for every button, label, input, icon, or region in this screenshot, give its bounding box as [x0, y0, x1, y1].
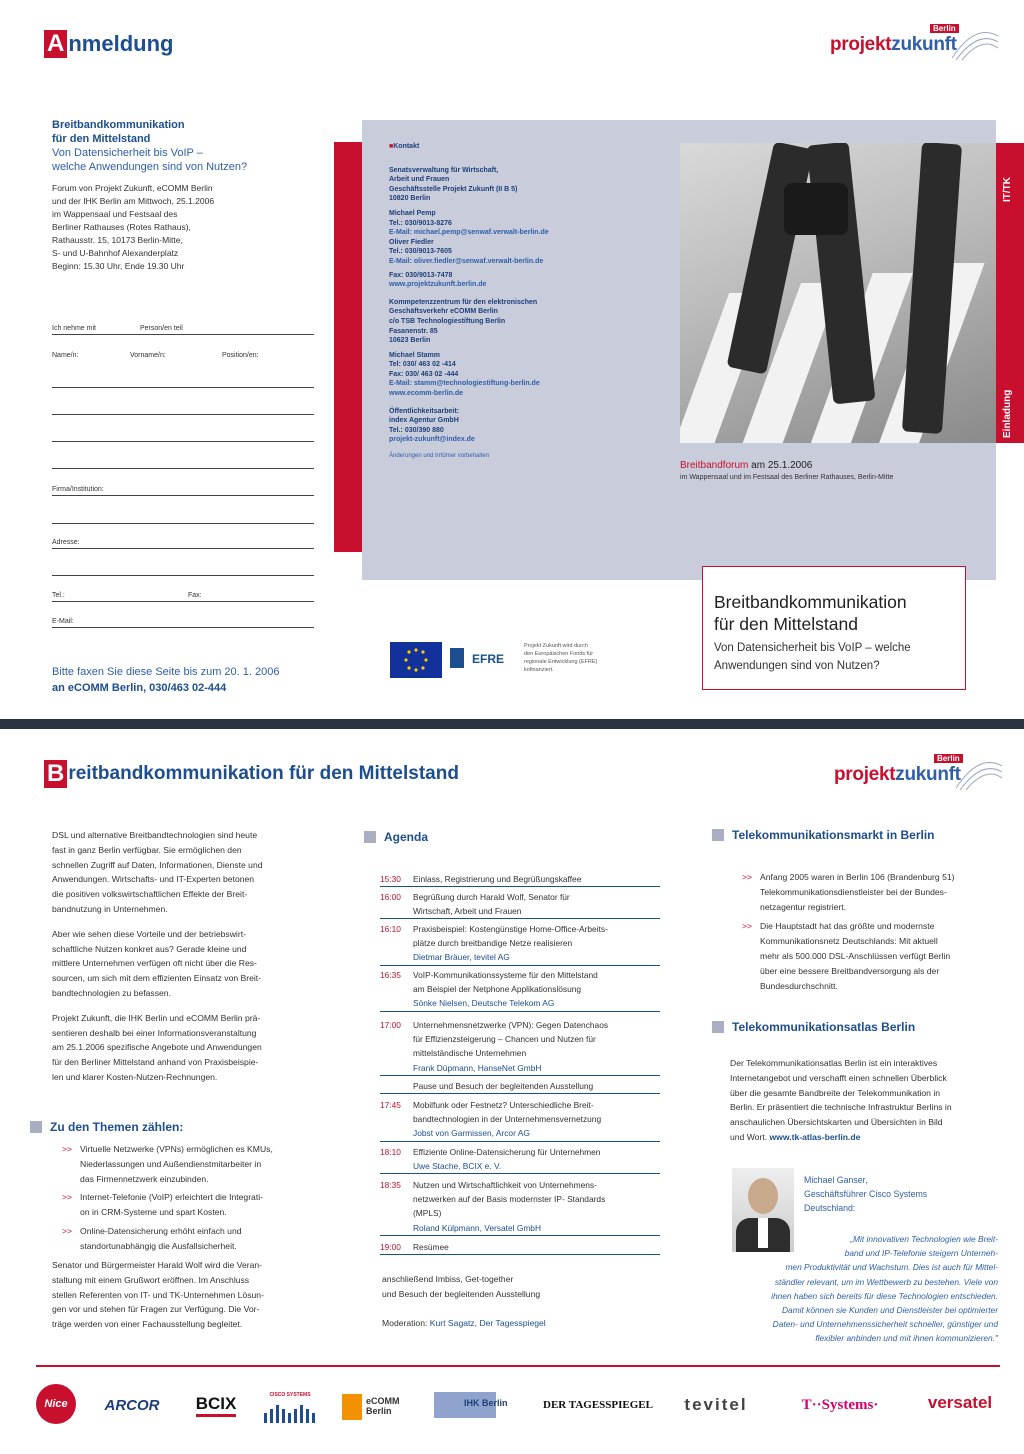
- contact-heading: Kontakt: [393, 143, 420, 150]
- efre-logo: EFRE: [450, 642, 514, 678]
- disclaimer: Änderungen und Irrtümer vorbehalten: [389, 453, 490, 460]
- agenda-row: 16:10 Praxisbeispiel: Kostengünstige Home-Office-Arbeits- plätze durch breitbandige Netze realisieren Dietmar Bräuer, tevitel AG: [380, 922, 660, 966]
- square-icon: [712, 1021, 724, 1033]
- event-title-line1: Breitbandkommunikation: [52, 119, 185, 131]
- sponsor-tagesspiegel: DER TAGESSPIEGEL: [543, 1399, 653, 1411]
- agenda-heading: Agenda: [364, 830, 428, 844]
- sponsor-ecomm: eCOMM Berlin: [342, 1392, 410, 1422]
- list-item: >> Online-Datensicherung erhöht einfach und standortunabhängig die Ausfallsicherheit.: [62, 1224, 322, 1254]
- email-link-stamm[interactable]: E-Mail: stamm@technologiestiftung-berlin.de: [389, 380, 540, 388]
- double-arrow-icon: >>: [742, 921, 753, 932]
- agenda-row: 19:00 Resümee: [380, 1240, 660, 1255]
- square-icon: [30, 1121, 42, 1133]
- themen-list: [62, 1142, 322, 1254]
- agenda-row: 18:10 Effiziente Online-Datensicherung für Unternehmen Uwe Stache, BCIX e. V.: [380, 1145, 660, 1174]
- page-divider: [0, 719, 1024, 729]
- double-arrow-icon: >>: [62, 1144, 73, 1154]
- contact-details: ■Kontakt Senatsverwaltung für Wirtschaft, Arbeit und Frauen Geschäftsstelle Projekt Zukunft (II B 5) 10820 Berlin Michael Pemp Tel.: 030/9013-8276 E-Mail: michael.pemp@senwaf.verwalt-berlin.de Oliver Fiedler Tel.: 030/9013-7605 E-Mail: oliver.fiedler@senwaf.verwalt-berlin.de Fax: 030/9013-7478 www.projektzukunft.berlin.de Kommpetenzzentrum für den elektronischen Geschäftsverkehr eCOMM Berlin c/o TSB Technologiestiftung Berlin Fasanenstr. 85 10623 Berlin Michael Stamm Tel: 030/ 463 02 -414 Fax: 030/ 463 02 -444 E-Mail: stamm@technologiestiftung-berlin.de www.ecomm-berlin.de Öffentlichkeitsarbeit: index Agentur GmbH Tel.: 030/390 880 projekt-zukunft@index.de Änderungen und Irrtümer vorbehalten: [389, 142, 669, 462]
- email-link-fiedler[interactable]: E-Mail: oliver.fiedler@senwaf.verwalt-berlin.de: [389, 257, 544, 265]
- list-item: >> Internet-Telefonie (VoIP) erleichtert die Integrati- on in CRM-Systeme und spart Kosten.: [62, 1190, 322, 1220]
- list-item: >> Virtuelle Netzwerke (VPNs) ermöglichen es KMUs, Niederlassungen und Außendienstmitarbeiter in das Firmennetzwerk einzubinden.: [62, 1142, 322, 1186]
- event-summary: [52, 118, 322, 273]
- address-field[interactable]: Adresse:: [52, 537, 314, 549]
- sponsor-bcix: BCIX: [190, 1392, 242, 1418]
- projektzukunft-logo: Berlin projektzukunft: [830, 18, 1000, 64]
- event-subtitle-line2: welche Anwendungen sind von Nutzen?: [52, 161, 248, 173]
- address-line-2[interactable]: [52, 562, 314, 576]
- atlas-heading: Telekommunikationsatlas Berlin: [712, 1020, 915, 1034]
- name-headers: Name/n: Vorname/n: Position/en:: [52, 352, 259, 359]
- sponsor-versatel: versatel: [927, 1393, 993, 1412]
- company-field[interactable]: Firma/Institution:: [52, 484, 314, 496]
- markt-list: [742, 870, 1002, 993]
- agenda-row: 17:00 Unternehmensnetzwerke (VPN): Gegen Datenchaos für Effizienzsteigerung – Chancen und Nutzen für mittelständische Unternehmen Frank Düpmann, HanseNet GmbH: [380, 1018, 660, 1076]
- agenda-row: 15:30 Einlass, Registrierung und Begrüßungskaffee: [380, 872, 660, 887]
- closing-text: Senator und Bürgermeister Harald Wolf wird die Veran- staltung mit einem Grußwort eröffnen. Im Anschluss stellen Referenten von IT- und TK-Unternehmen Lösun- gen vor und stehen für Fragen zur Verfügung. Die Vor- träge werden von einer Fachausstellung begleitet.: [52, 1260, 264, 1330]
- agenda-row: 18:35 Nutzen und Wirtschaftlichkeit von Unternehmens- netzwerken auf der Basis modernster IP- Standards (MPLS) Roland Külpmann, Versatel GmbH: [380, 1178, 660, 1236]
- square-icon: [712, 829, 724, 841]
- page-title: A nmeldung: [44, 30, 173, 58]
- atlas-link[interactable]: www.tk-atlas-berlin.de: [769, 1131, 861, 1142]
- person-caption: Michael Ganser, Geschäftsführer Cisco Systems Deutschland:: [804, 1175, 928, 1213]
- sponsor-ihk: IHK Berlin: [434, 1392, 526, 1420]
- double-arrow-icon: >>: [62, 1225, 73, 1236]
- sponsor-cisco: CISCO SYSTEMS: [262, 1390, 318, 1422]
- berlin-tag: Berlin: [930, 18, 959, 36]
- invitation-page: [0, 0, 1024, 722]
- company-line-2[interactable]: [52, 510, 314, 524]
- info-page: [0, 730, 1024, 1454]
- agenda-row: 17:45 Mobilfunk oder Festnetz? Unterschiedliche Breit- bandtechnologien in der Unternehmensvernetzung Jobst von Garmissen, Arcor AG: [380, 1098, 660, 1142]
- phone-fax-field[interactable]: Tel.: Fax:: [52, 590, 314, 602]
- logo-swoosh-icon: [950, 28, 1000, 62]
- event-details: Forum von Projekt Zukunft, eCOMM Berlin und der IHK Berlin am Mittwoch, 25.1.2006 im Wappensaal und Festsaal des Berliner Rathauses (Rotes Rathaus), Rathausstr. 15, 10173 Berlin-Mitte, S- und U-Bahnhof Alexanderplatz Beginn: 15.30 Uhr, Ende 19.30 Uhr: [52, 183, 215, 271]
- name-line-3[interactable]: [52, 428, 314, 442]
- participants-field[interactable]: Ich nehme mit Person/en teil: [52, 323, 314, 335]
- briefcase-shape: [784, 183, 848, 235]
- side-label-ittk: IT/TK: [1002, 177, 1013, 202]
- quote: „Mit innovativen Technologien wie Breit- band und IP-Telefonie steigern Unterneh- men Produktivität und Wachstum. Dies ist auch für Mittel- ständler relevant, um im Wettbewerb zu bestehen. Viele von ihnen haben sich bereits für diese Technologien entschieden. Damit können sie Kunden und Dienstleister bei optimierter Daten- und Unternehmenssicherheit schneller, günstiger und flexibler anbinden und mit ihnen kommunizieren.": [771, 1234, 998, 1344]
- side-label-einladung: Einladung: [1002, 389, 1013, 438]
- agenda-row: 16:35 VoIP-Kommunikationssysteme für den Mittelstand am Beispiel der Netphone Applikationslösung Sönke Nielsen, Deutsche Telekom AG: [380, 968, 660, 1012]
- markt-heading: Telekommunikationsmarkt in Berlin: [712, 828, 935, 842]
- event-subtitle-line1: Von Datensicherheit bis VoIP –: [52, 147, 203, 159]
- sponsor-nice: Nice: [36, 1384, 76, 1424]
- index-email-link[interactable]: projekt-zukunft@index.de: [389, 436, 475, 444]
- cisco-bridge-icon: [262, 1401, 318, 1423]
- intro-text: DSL und alternative Breitbandtechnologien sind heute fast in ganz Berlin verfügbar. Sie ermöglichen den schnellen Zugriff auf Daten, Informationen, Dienste und Anwendungen. Wirtschafts- und IT-Experten betonen die positiven volkswirtschaftlichen Effekte der Breit- bandnutzung in Unternehmen. Aber wie sehen diese Vorteile und der betriebswirt- schaftliche Nutzen konkret aus? Gerade kleine und mittlere Unternehmen verfügen oft nicht über die Res- sourcen, um sich mit dem effizienten Einsatz von Breit- bandtechnologien zu befassen. Projekt Zukunft, die IHK Berlin und eCOMM Berlin prä- sentieren deshalb bei einer Informationsveranstaltung am 25.1.2006 spezifische Angebote und Anwendungen für den Berliner Mittelstand anhand von Praxisbeispie- len und klarer Kosten-Nutzen-Rechnungen.: [52, 830, 263, 1082]
- fax-instruction: Bitte faxen Sie diese Seite bis zum 20. 1. 2006 an eCOMM Berlin, 030/463 02-444: [52, 666, 280, 694]
- after-agenda: anschließend Imbiss, Get-together und Besuch der begleitenden Ausstellung: [382, 1274, 541, 1299]
- themen-heading: Zu den Themen zählen:: [30, 1120, 183, 1134]
- sponsor-t-systems: T··Systems·: [801, 1396, 879, 1413]
- name-line-4[interactable]: [52, 455, 314, 469]
- eu-flag-icon: [390, 642, 442, 678]
- list-item: >> Anfang 2005 waren in Berlin 106 (Brandenburg 51) Telekommunikationsdienstleister bei der Bundes- netzagentur registriert.: [742, 870, 1002, 914]
- moderation: Moderation: Kurt Sagatz, Der Tagesspiegel: [382, 1318, 546, 1328]
- left-red-bar: [334, 142, 362, 552]
- agenda-row: 16:00 Begrüßung durch Harald Wolf, Senator für Wirtschaft, Arbeit und Frauen: [380, 890, 660, 919]
- double-arrow-icon: >>: [62, 1192, 73, 1203]
- projektzukunft-link[interactable]: www.projektzukunft.berlin.de: [389, 281, 487, 289]
- email-field[interactable]: E-Mail:: [52, 616, 314, 628]
- name-line-1[interactable]: [52, 374, 314, 388]
- logo-swoosh-icon: [954, 758, 1004, 792]
- forum-caption: Breitbandforum am 25.1.2006 im Wappensaal und im Festsaal des Berliner Rathauses, Berlin-Mitte: [680, 460, 894, 481]
- agenda-row: Pause und Besuch der begleitenden Ausstellung: [380, 1079, 660, 1094]
- efre-text: Projekt Zukunft wird durch den Europäischen Fonds für regionale Entwicklung (EFRE) kofinanziert.: [524, 643, 598, 673]
- projektzukunft-logo-2: Berlin projektzukunft: [834, 748, 1004, 794]
- info-page-title: B reitbandkommunikation für den Mittelstand: [44, 760, 459, 788]
- atlas-text: Der Telekommunikationsatlas Berlin ist ein interaktives Internetangebot und verschafft einen schnellen Überblick über die gesamte Bandbreite der Telekommunikation in Berlin. Er präsentiert die technische Infrastruktur Berlins in anschaulichen Übersichtskarten und Übersichten in Bild und Wort. www.tk-atlas-berlin.de: [730, 1058, 952, 1142]
- email-link-pemp[interactable]: E-Mail: michael.pemp@senwaf.verwalt-berlin.de: [389, 229, 549, 237]
- ecomm-link[interactable]: www.ecomm-berlin.de: [389, 390, 464, 398]
- crosswalk-photo: [680, 143, 996, 443]
- list-item: >> Die Hauptstadt hat das größte und modernste Kommunikationsnetz Deutschlands: Mit aktuell mehr als 500.000 DSL-Anschlüssen verfügt Berlin über eine bessere Breitbandversorgung als der Bundesdurchschnitt.: [742, 919, 1002, 993]
- sponsor-divider: [36, 1365, 1000, 1367]
- event-title-line2: für den Mittelstand: [52, 133, 151, 145]
- sponsor-arcor: ARCOR: [104, 1396, 160, 1414]
- square-icon: [364, 831, 376, 843]
- event-title-box: Breitbandkommunikation für den Mittelstand Von Datensicherheit bis VoIP – welche Anwendungen sind von Nutzen?: [702, 566, 966, 690]
- sponsor-tevitel: tevitel: [684, 1395, 748, 1414]
- double-arrow-icon: >>: [742, 872, 753, 882]
- name-line-2[interactable]: [52, 401, 314, 415]
